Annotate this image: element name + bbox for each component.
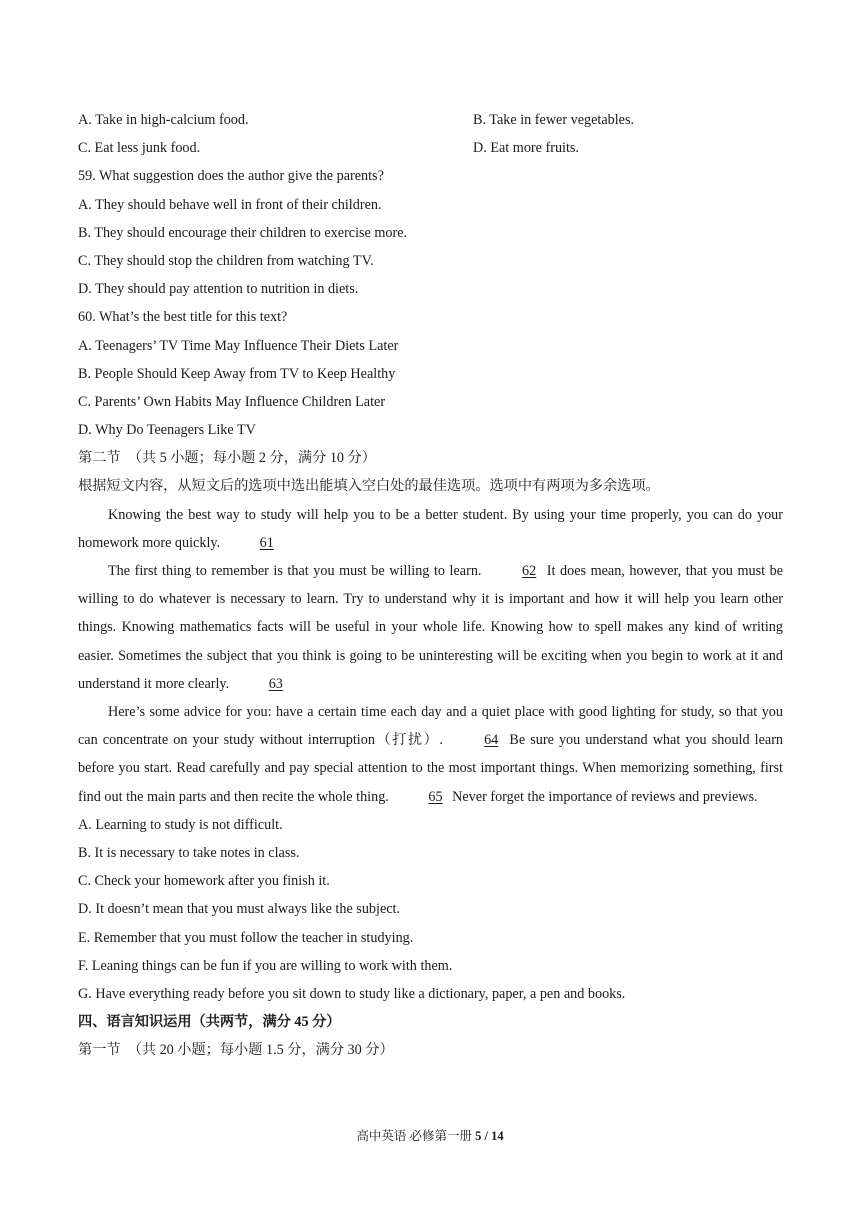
option-c: C. Check your homework after you finish it. bbox=[78, 873, 330, 890]
option-g: G. Have everything ready before you sit down to study like a dictionary, paper, a pen and books. bbox=[78, 985, 626, 1002]
blank-64: 64 bbox=[484, 732, 499, 749]
page-footer bbox=[0, 1128, 860, 1144]
q58-options-row2 bbox=[78, 134, 783, 162]
q60-option-c: C. Parents’ Own Habits May Influence Children Later bbox=[78, 393, 386, 410]
q59-option-c: C. They should stop the children from watching TV. bbox=[78, 252, 374, 269]
q60-option-d: D. Why Do Teenagers Like TV bbox=[78, 422, 256, 439]
blank-63: 63 bbox=[268, 675, 283, 692]
option-b: B. It is necessary to take notes in class. bbox=[78, 845, 300, 862]
passage-paragraph-3 bbox=[78, 698, 783, 811]
passage-p3-text-b: Be sure you understand what you should learn before you start. Read carefully and pay special attention to the most important things. When memorizing something, first find out the main parts and then recite the whole thing. bbox=[78, 732, 784, 805]
q59-option-d: D. They should pay attention to nutrition in diets. bbox=[78, 281, 359, 298]
passage-p3-text-a: Here’s some advice for you: have a certain time each day and a quiet place with good lighting for study, so that you can concentrate on your study without interruption（打扰）. bbox=[78, 704, 783, 749]
section2-instruction: 根据短文内容，从短文后的选项中选出能填入空白处的最佳选项。选项中有两项为多余选项。 bbox=[78, 478, 660, 495]
q58-option-d: D. Eat more fruits. bbox=[473, 140, 579, 157]
q60-option-a: A. Teenagers’ TV Time May Influence Their Diets Later bbox=[78, 337, 399, 354]
passage-paragraph-1 bbox=[78, 501, 783, 557]
footer-label: 高中英语 必修第一册 bbox=[356, 1129, 473, 1143]
blank-65: 65 bbox=[428, 788, 443, 805]
q58-option-c: C. Eat less junk food. bbox=[78, 140, 201, 157]
document-page bbox=[78, 106, 783, 1065]
q59-stem: 59. What suggestion does the author give the parents? bbox=[78, 168, 384, 185]
q60-option-b: B. People Should Keep Away from TV to Keep Healthy bbox=[78, 365, 396, 382]
option-f: F. Leaning things can be fun if you are willing to work with them. bbox=[78, 957, 453, 974]
option-d: D. It doesn’t mean that you must always like the subject. bbox=[78, 901, 401, 918]
part4-section1-heading: 第一节 （共 20 小题；每小题 1.5 分，满分 30 分） bbox=[78, 1042, 394, 1059]
q59-option-a: A. They should behave well in front of their children. bbox=[78, 196, 382, 213]
passage-p1-text: Knowing the best way to study will help you to be a better student. By using your time properly, you can do your homework more quickly. bbox=[78, 506, 783, 551]
q59-option-b: B. They should encourage their children to exercise more. bbox=[78, 224, 408, 241]
passage-p2-text-b: It does mean, however, that you must be willing to do whatever is necessary to learn. Try to understand why it is important and how it will help you learn other things. Knowing mathematics facts will be useful in your whole life. Knowing how to spell makes any kind of writing easier. Sometimes the subject that you think is going to be uninteresting will be exciting when you begin to work at it and understand it more clearly. bbox=[78, 563, 783, 692]
page-number: 5 / 14 bbox=[475, 1129, 504, 1143]
section2-heading: 第二节 （共 5 小题；每小题 2 分，满分 10 分） bbox=[78, 450, 376, 467]
passage-p3-text-c: Never forget the importance of reviews and previews. bbox=[452, 788, 758, 805]
q60-stem: 60. What’s the best title for this text? bbox=[78, 309, 288, 326]
passage-p2-text-a: The first thing to remember is that you must be willing to learn. bbox=[108, 563, 482, 580]
part4-heading: 四、语言知识运用（共两节，满分 45 分） bbox=[78, 1014, 341, 1031]
option-e: E. Remember that you must follow the teacher in studying. bbox=[78, 929, 414, 946]
option-a: A. Learning to study is not difficult. bbox=[78, 816, 283, 833]
q58-options-row1 bbox=[78, 106, 783, 134]
blank-61: 61 bbox=[259, 534, 274, 551]
q58-option-a: A. Take in high-calcium food. bbox=[78, 112, 249, 128]
blank-62: 62 bbox=[522, 563, 537, 580]
q58-option-b: B. Take in fewer vegetables. bbox=[473, 112, 635, 128]
passage-paragraph-2 bbox=[78, 557, 783, 698]
